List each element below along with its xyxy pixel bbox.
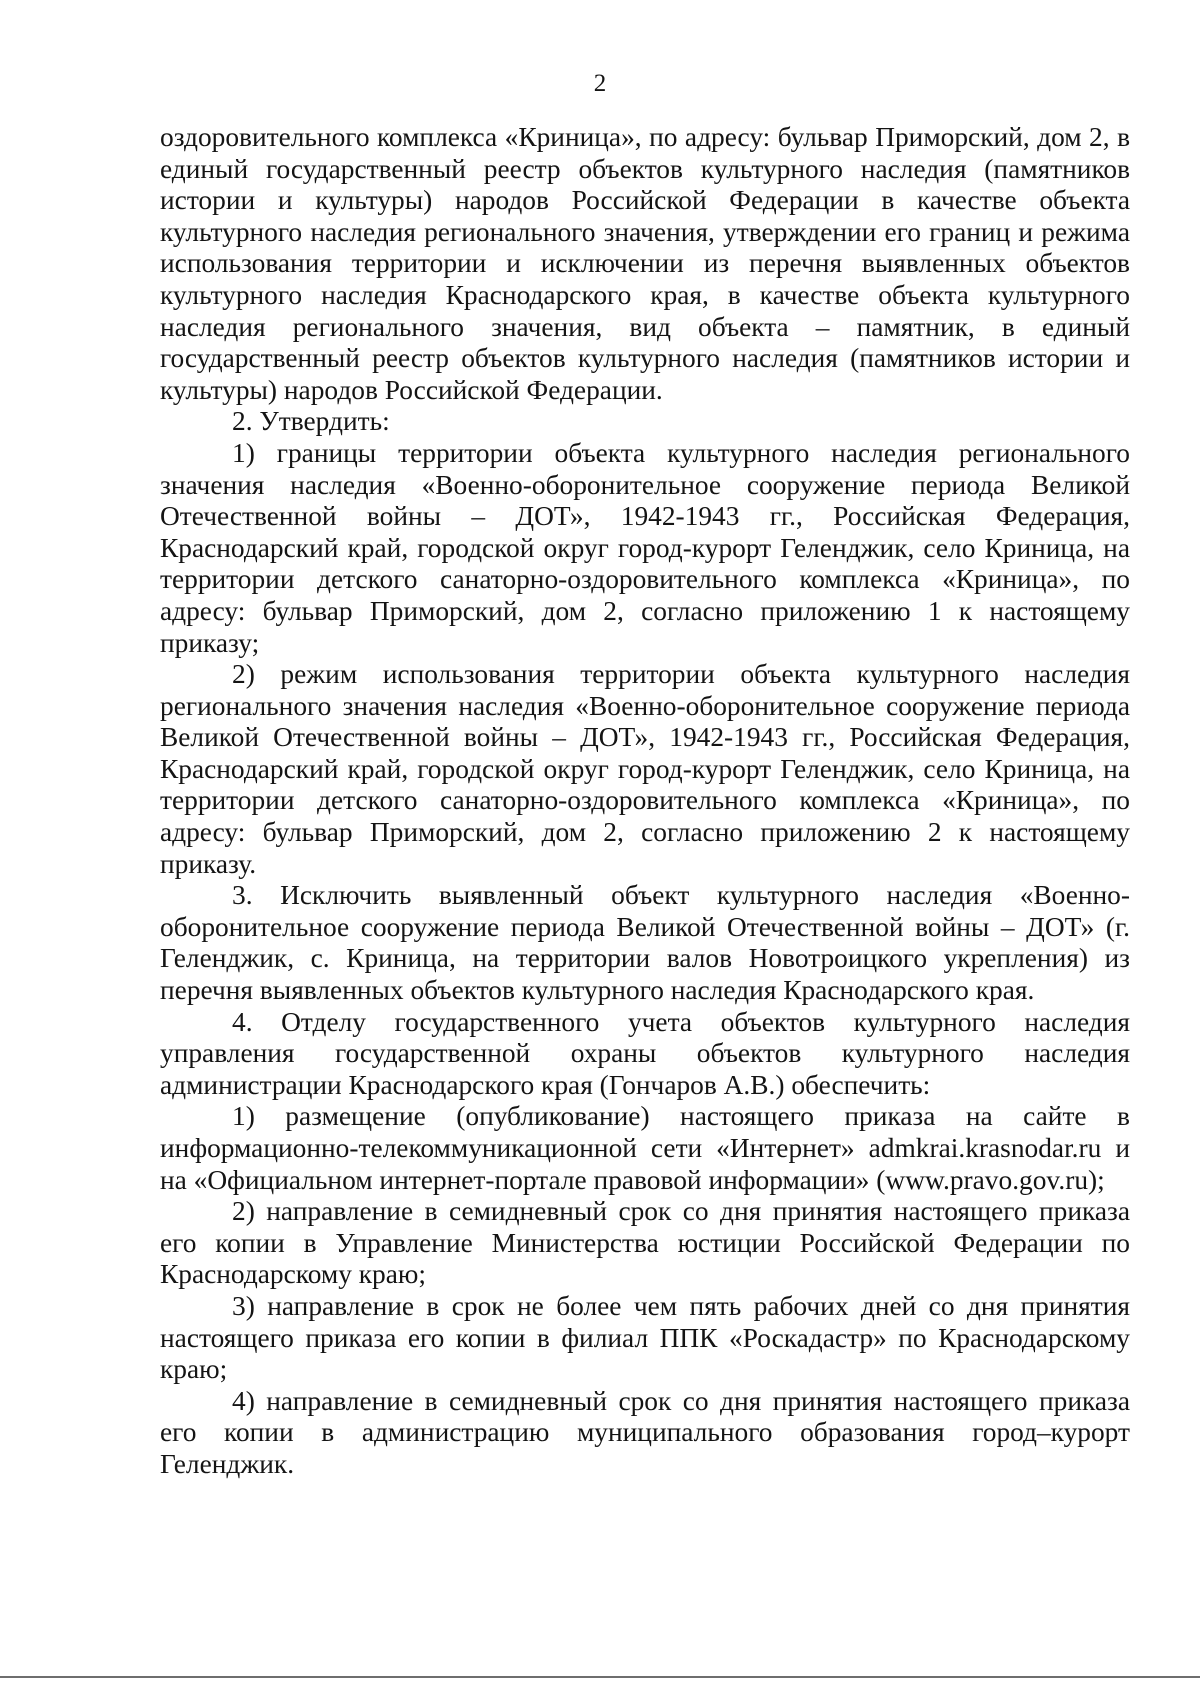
paragraph-item-2: 2. Утвердить: (232, 406, 390, 437)
page-number: 2 (593, 70, 607, 97)
scan-bottom-edge-line (0, 1676, 1200, 1678)
paragraph-item-3: 3. Исключить выявленный объект культурного наследия «Военно-оборонительное сооружение периода Великой Отечественной войны – ДОТ» (г. Геленджик, с. Криница, на территории валов Новотроицкого укрепления) из перечня выявленных объектов культурного наследия Краснодарского края. (160, 880, 1130, 1006)
paragraph-item-2-1: 1) границы территории объекта культурного наследия регионального значения наследия «Военно-оборонительное сооружение периода Великой Отечественной войны – ДОТ», 1942-1943 гг., Российская Федерация, Краснодарский край, городской округ город-курорт Геленджик, село Криница, на территории детского санаторно-оздоровительного комплекса «Криница», по адресу: бульвар Приморский, дом 2, согласно приложению 1 к настоящему приказу; (160, 437, 1130, 658)
paragraph-item-4-4: 4) направление в семидневный срок со дня принятия настоящего приказа его копии в администрацию муниципального образования город–курорт Геленджик. (160, 1385, 1130, 1479)
paragraph-intro-continuation: оздоровительного комплекса «Криница», по адресу: бульвар Приморский, дом 2, в единый государственный реестр объектов культурного наследия (памятников истории и культуры) народов Российской Федерации в качестве объекта культурного наследия регионального значения, утверждении его границ и режима использования территории и исключении из перечня выявленных объектов культурного наследия Краснодарского края, в качестве объекта культурного наследия регионального значения, вид объекта – памятник, в единый государственный реестр объектов культурного наследия (памятников истории и культуры) народов Российской Федерации. (160, 122, 1130, 405)
paragraph-item-4: 4. Отделу государственного учета объектов культурного наследия управления государственной охраны объектов культурного наследия администрации Краснодарского края (Гончаров А.В.) обеспечить: (160, 1006, 1130, 1100)
paragraph-item-4-2: 2) направление в семидневный срок со дня принятия настоящего приказа его копии в Управление Министерства юстиции Российской Федерации по Краснодарскому краю; (160, 1196, 1130, 1290)
paragraph-item-4-3: 3) направление в срок не более чем пять рабочих дней со дня принятия настоящего приказа его копии в филиал ППК «Роскадастр» по Краснодарскому краю; (160, 1290, 1130, 1385)
document-body (160, 122, 1130, 1481)
paragraph-item-2-2: 2) режим использования территории объекта культурного наследия регионального значения наследия «Военно-оборонительное сооружение периода Великой Отечественной войны – ДОТ», 1942-1943 гг., Российская Федерация, Краснодарский край, городской округ город-курорт Геленджик, село Криница, на территории детского санаторно-оздоровительного комплекса «Криница», по адресу: бульвар Приморский, дом 2, согласно приложению 2 к настоящему приказу. (160, 659, 1130, 879)
paragraph-item-4-1: 1) размещение (опубликование) настоящего приказа на сайте в информационно-телекоммуникационной сети «Интернет» admkrai.krasnodar.ru и на «Официальном интернет-портале правовой информации» (www.pravo.gov.ru); (160, 1101, 1130, 1195)
